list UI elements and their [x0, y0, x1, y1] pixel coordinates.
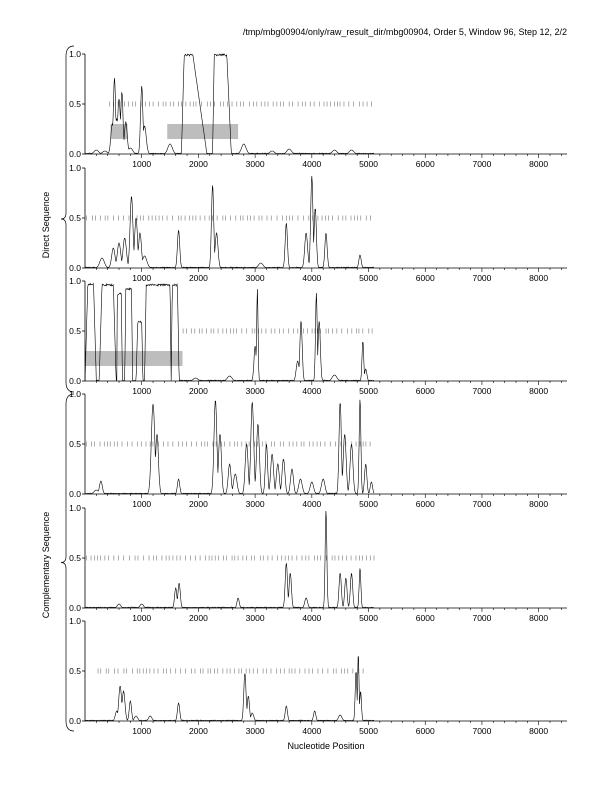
y-tick-label: 1.0 [69, 389, 81, 399]
x-tick-label: 4000 [302, 159, 322, 169]
panel-complementary-frame-3 [69, 616, 567, 736]
direct-sequence-label: Direct Sequence [41, 191, 51, 259]
panel-complementary-frame-1 [69, 389, 567, 509]
x-tick-label: 6000 [415, 613, 435, 623]
y-tick-label: 0.0 [69, 376, 81, 386]
y-tick-label: 0.0 [69, 263, 81, 273]
x-tick-label: 5000 [359, 499, 378, 509]
y-tick-label: 1.0 [69, 49, 81, 59]
x-tick-label: 3000 [245, 499, 265, 509]
x-tick-label: 1000 [132, 159, 152, 169]
x-tick-label: 5000 [359, 726, 378, 736]
x-tick-label: 4000 [302, 726, 322, 736]
panel-direct-frame-3 [69, 276, 567, 396]
signal-line [85, 400, 374, 494]
y-tick-label: 1.0 [69, 163, 81, 173]
y-tick-label: 1.0 [69, 616, 81, 626]
y-tick-label: 0.5 [69, 326, 81, 336]
x-tick-label: 2000 [188, 159, 208, 169]
x-tick-label: 8000 [529, 726, 549, 736]
y-tick-label: 0.0 [69, 149, 81, 159]
x-tick-label: 4000 [302, 273, 322, 283]
x-tick-label: 2000 [188, 273, 208, 283]
x-tick-label: 8000 [529, 273, 549, 283]
y-tick-label: 0.5 [69, 439, 81, 449]
x-tick-label: 7000 [472, 273, 492, 283]
x-tick-label: 8000 [529, 613, 549, 623]
x-tick-label: 7000 [472, 159, 492, 169]
y-tick-label: 1.0 [69, 503, 81, 513]
x-tick-label: 6000 [415, 159, 435, 169]
x-axis-label: Nucleotide Position [287, 741, 365, 751]
x-tick-label: 5000 [359, 386, 378, 396]
x-tick-label: 5000 [359, 273, 378, 283]
x-tick-label: 4000 [302, 386, 322, 396]
y-tick-label: 0.0 [69, 489, 81, 499]
x-tick-label: 3000 [245, 386, 265, 396]
signal-line [85, 284, 374, 381]
y-tick-label: 0.5 [69, 99, 81, 109]
complementary-sequence-label: Complementary Sequence [41, 511, 51, 619]
x-tick-label: 1000 [132, 273, 152, 283]
x-tick-label: 1000 [132, 613, 152, 623]
x-tick-label: 3000 [245, 273, 265, 283]
x-tick-label: 1000 [132, 499, 152, 509]
panels [69, 49, 567, 736]
x-tick-label: 7000 [472, 726, 492, 736]
panel-complementary-frame-2 [69, 503, 567, 623]
signal-line [85, 657, 374, 721]
x-tick-label: 5000 [359, 159, 378, 169]
x-tick-label: 7000 [472, 613, 492, 623]
y-tick-label: 0.0 [69, 716, 81, 726]
panel-direct-frame-1 [69, 49, 567, 169]
x-tick-label: 2000 [188, 386, 208, 396]
signal-line [85, 511, 374, 608]
header-title: /tmp/mbg00904/only/raw_result_dir/mbg00904, Order 5, Window 96, Step 12, 2/2 [242, 27, 567, 37]
y-tick-label: 0.0 [69, 603, 81, 613]
x-tick-label: 3000 [245, 159, 265, 169]
panel-direct-frame-2 [69, 163, 567, 283]
x-tick-label: 1000 [132, 726, 152, 736]
x-tick-label: 3000 [245, 726, 265, 736]
x-tick-label: 6000 [415, 386, 435, 396]
y-tick-label: 0.5 [69, 666, 81, 676]
x-tick-label: 6000 [415, 726, 435, 736]
x-tick-label: 2000 [188, 613, 208, 623]
x-tick-label: 3000 [245, 613, 265, 623]
x-tick-label: 7000 [472, 499, 492, 509]
x-tick-label: 8000 [529, 386, 549, 396]
x-tick-label: 1000 [132, 386, 152, 396]
x-tick-label: 2000 [188, 499, 208, 509]
x-tick-label: 5000 [359, 613, 378, 623]
x-tick-label: 7000 [472, 386, 492, 396]
y-tick-label: 1.0 [69, 276, 81, 286]
x-tick-label: 8000 [529, 499, 549, 509]
signal-line [85, 176, 374, 268]
y-tick-label: 0.5 [69, 553, 81, 563]
x-tick-label: 4000 [302, 499, 322, 509]
x-tick-label: 4000 [302, 613, 322, 623]
x-tick-label: 6000 [415, 499, 435, 509]
x-tick-label: 8000 [529, 159, 549, 169]
x-tick-label: 6000 [415, 273, 435, 283]
x-tick-label: 2000 [188, 726, 208, 736]
y-tick-label: 0.5 [69, 213, 81, 223]
